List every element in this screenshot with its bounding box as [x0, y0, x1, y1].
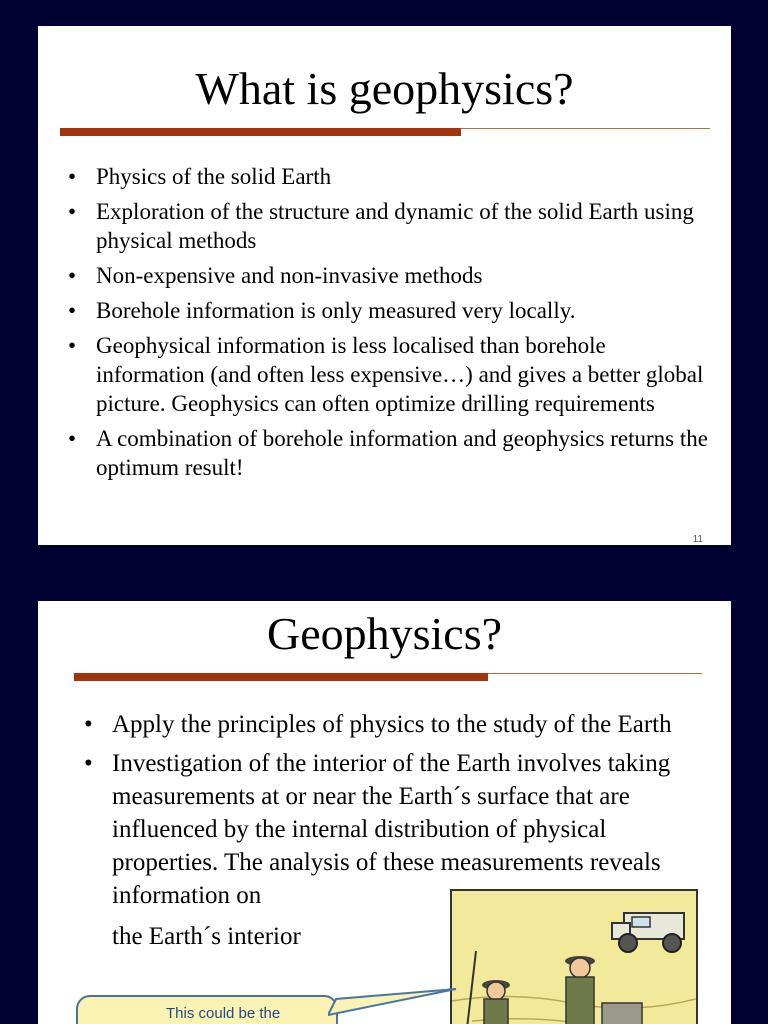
bullet-item: • Apply the principles of physics to the study of the Earth [76, 708, 716, 741]
jeep-icon [612, 913, 684, 952]
title-rule-accent [74, 673, 488, 681]
slide-1-bullet-list [60, 162, 710, 488]
bullet-icon: • [68, 263, 77, 288]
bullet-item: • Non-expensive and non-invasive methods [68, 263, 483, 288]
bullet-icon: • [68, 298, 77, 323]
slide-2-title: Geophysics? [266, 608, 503, 659]
bullet-item: • Exploration of the structure and dynamic of the solid Earth using physical methods [68, 199, 694, 253]
slide-1 [38, 26, 731, 545]
bullet-item: • Geophysical information is less localised than borehole information (and often less expensive…) and gives a better global picture. Geophysics can often optimize drilling requirements [68, 333, 704, 416]
callout-pointer-icon [328, 987, 458, 1017]
geologist-figure-icon [466, 951, 510, 1024]
instrument-box-icon [602, 1003, 642, 1024]
bullet-icon: • [84, 750, 93, 777]
slide-1-title: What is geophysics? [195, 63, 574, 114]
bullet-icon: • [68, 333, 77, 358]
geologist-cartoon-image [450, 889, 698, 1024]
bullet-icon: • [68, 164, 77, 189]
bullet-icon: • [68, 426, 77, 451]
bullet-item: • Investigation of the interior of the Earth involves taking measurements at or near the Earth´s surface that are influenced by the internal distribution of physical properties. The analysis of these measurements reveals information on [76, 747, 716, 912]
slide-2-bullet-list [76, 708, 716, 918]
bullet-icon: • [84, 711, 93, 738]
bullet-item: • A combination of borehole information and geophysics returns the optimum result! [68, 426, 708, 480]
trailing-text: the Earth´s interior [112, 923, 301, 950]
title-rule-accent [60, 128, 461, 136]
slide-2 [38, 601, 731, 1024]
geologist-figure-icon [565, 956, 595, 1024]
bullet-item: • Borehole information is only measured very locally. [68, 298, 576, 323]
speech-callout [76, 995, 338, 1024]
bullet-icon: • [68, 199, 77, 224]
callout-text: This could be the [166, 1005, 281, 1022]
bullet-item: • Physics of the solid Earth [68, 164, 332, 189]
page-number: 11 [692, 534, 703, 545]
cartoon-drawing [452, 891, 696, 1024]
